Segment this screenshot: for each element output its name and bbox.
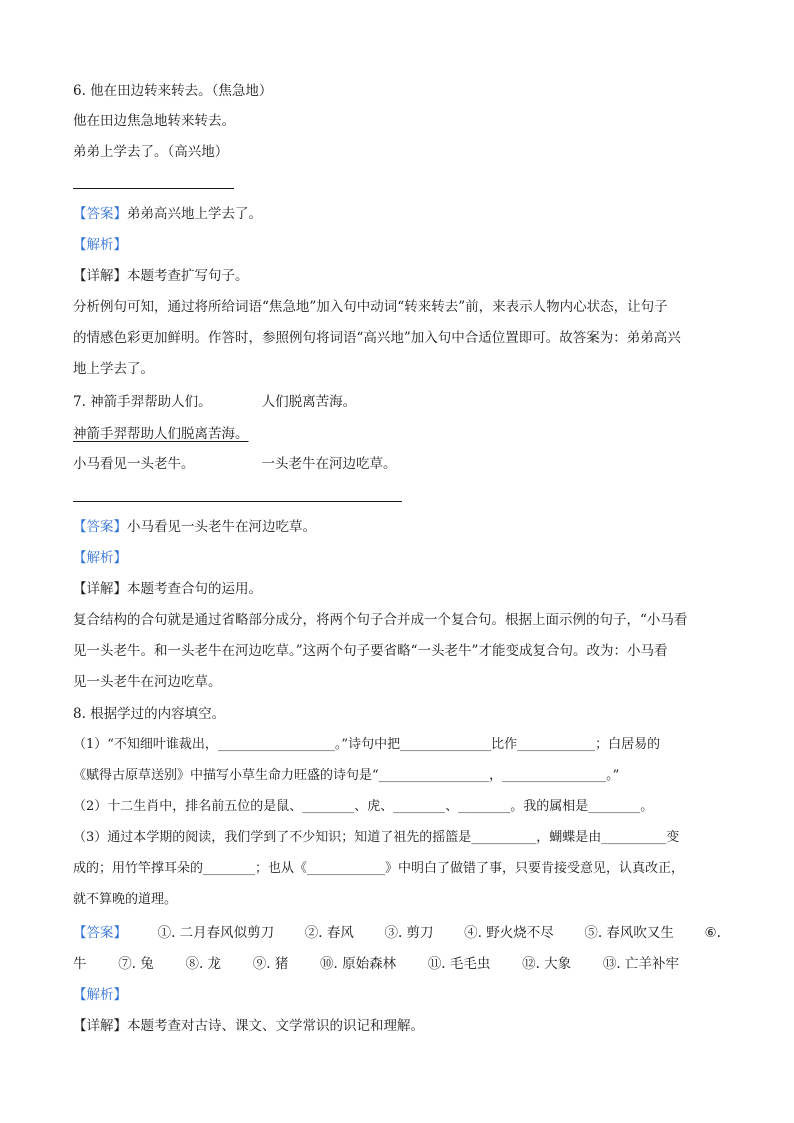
answer-text: 弟弟高兴地上学去了。 (127, 206, 262, 222)
q7-answer (73, 516, 316, 538)
q7-explain-line-2: 见一头老牛。和一头老牛在河边吃草。”这两个句子要省略“一头老牛”才能变成复合句。改为：小马看 (73, 643, 668, 659)
q7-example: 神箭手羿帮助人们脱离苦海。 (73, 426, 249, 442)
q6-stem: 6. 他在田边转来转去。（焦急地） (73, 83, 273, 99)
q7-stem (73, 391, 356, 413)
q6-explain-line-3: 地上学去了。 (73, 361, 154, 377)
detail-label: 【详解】 (73, 1018, 127, 1034)
q6-answer (73, 203, 262, 225)
answer-label: 【答案】 (73, 925, 127, 941)
q8-part3-line3: 就不算晚的道理。 (73, 892, 178, 907)
q6-answer-blank (73, 188, 234, 189)
detail-text: 本题考查合句的运用。 (127, 581, 262, 597)
q8-part2: （2）十二生肖中，排名前五位的是鼠、________、虎、________、________。我的属相是________。 (73, 799, 654, 814)
answer-item-3: ③. 剪刀 (384, 925, 434, 941)
q8-answers-line-1 (73, 922, 721, 944)
detail-label: 【详解】 (73, 581, 127, 597)
answer-item-13: ⑬. 亡羊补牢 (602, 956, 679, 972)
q7-task-a: 小马看见一头老牛。 (73, 456, 195, 472)
q7-stem-b: 人们脱离苦海。 (261, 394, 357, 410)
answer-item-7: ⑦. 兔 (118, 956, 154, 972)
q7-explain-line-3: 见一头老牛在河边吃草。 (73, 674, 222, 690)
q8-analysis-label: 【解析】 (73, 987, 127, 1003)
q7-detail (73, 578, 262, 600)
answer-item-6: ⑥. (704, 925, 721, 941)
q8-stem: 8. 根据学过的内容填空。 (73, 706, 226, 722)
detail-label: 【详解】 (73, 268, 127, 284)
q7-answer-blank (73, 501, 402, 502)
detail-text: 本题考查对古诗、课文、文学常识的识记和理解。 (127, 1018, 424, 1034)
answer-item-10: ⑩. 原始森林 (320, 956, 397, 972)
q6-example: 他在田边焦急地转来转去。 (73, 113, 235, 129)
q6-explain-line-2: 的情感色彩更加鲜明。作答时，参照例句将词语“高兴地”加入句中合适位置即可。故答案为：弟弟高兴 (73, 330, 681, 346)
answer-item-8: ⑧. 龙 (185, 956, 222, 972)
q6-detail (73, 265, 249, 287)
answer-text: 小马看见一头老牛在河边吃草。 (127, 519, 316, 535)
q7-task-b: 一头老牛在河边吃草。 (261, 456, 397, 472)
answer-item-6-cont: 牛 (73, 956, 87, 972)
q6-task: 弟弟上学去了。（高兴地） (73, 144, 229, 160)
q6-analysis-label: 【解析】 (73, 237, 127, 253)
q8-part1-line2: 《赋得古原草送别》中描写小草生命力旺盛的诗句是“_________________，________________。” (73, 768, 620, 783)
answer-item-2: ②. 春风 (304, 925, 354, 941)
q8-answers-line-2 (73, 953, 679, 975)
q8-part3-line2: 成的；用竹竿撑耳朵的________；也从《____________》中明白了做错了事，只要肯接受意见，认真改正， (73, 861, 685, 876)
q7-explain-line-1: 复合结构的合句就是通过省略部分成分，将两个句子合并成一个复合句。根据上面示例的句子，“小马看 (73, 612, 688, 628)
answer-item-1: ①. 二月春风似剪刀 (157, 925, 275, 941)
q7-stem-a: 7. 神箭手羿帮助人们。 (73, 394, 212, 410)
q6-explain-line-1: 分析例句可知，通过将所给词语“焦急地”加入句中动词“转来转去”前，来表示人物内心状态，让句子 (73, 299, 668, 315)
detail-text: 本题考查扩写句子。 (127, 268, 249, 284)
answer-item-11: ⑪. 毛毛虫 (427, 956, 491, 972)
answer-item-5: ⑤. 春风吹又生 (584, 925, 674, 941)
answer-item-4: ④. 野火烧不尽 (464, 925, 554, 941)
answer-item-9: ⑨. 猪 (252, 956, 289, 972)
answer-label: 【答案】 (73, 206, 127, 222)
q7-task (73, 453, 397, 475)
q8-part3-line1: （3）通过本学期的阅读，我们学到了不少知识；知道了祖先的摇篮是__________，蝴蝶是由__________变 (73, 830, 680, 845)
answer-item-12: ⑫. 大象 (522, 956, 572, 972)
q7-analysis-label: 【解析】 (73, 550, 127, 566)
q8-part1-line1: （1）“不知细叶谁裁出，__________________。”诗句中把______________比作____________；白居易的 (73, 737, 661, 752)
answer-label: 【答案】 (73, 519, 127, 535)
q8-detail (73, 1015, 424, 1037)
